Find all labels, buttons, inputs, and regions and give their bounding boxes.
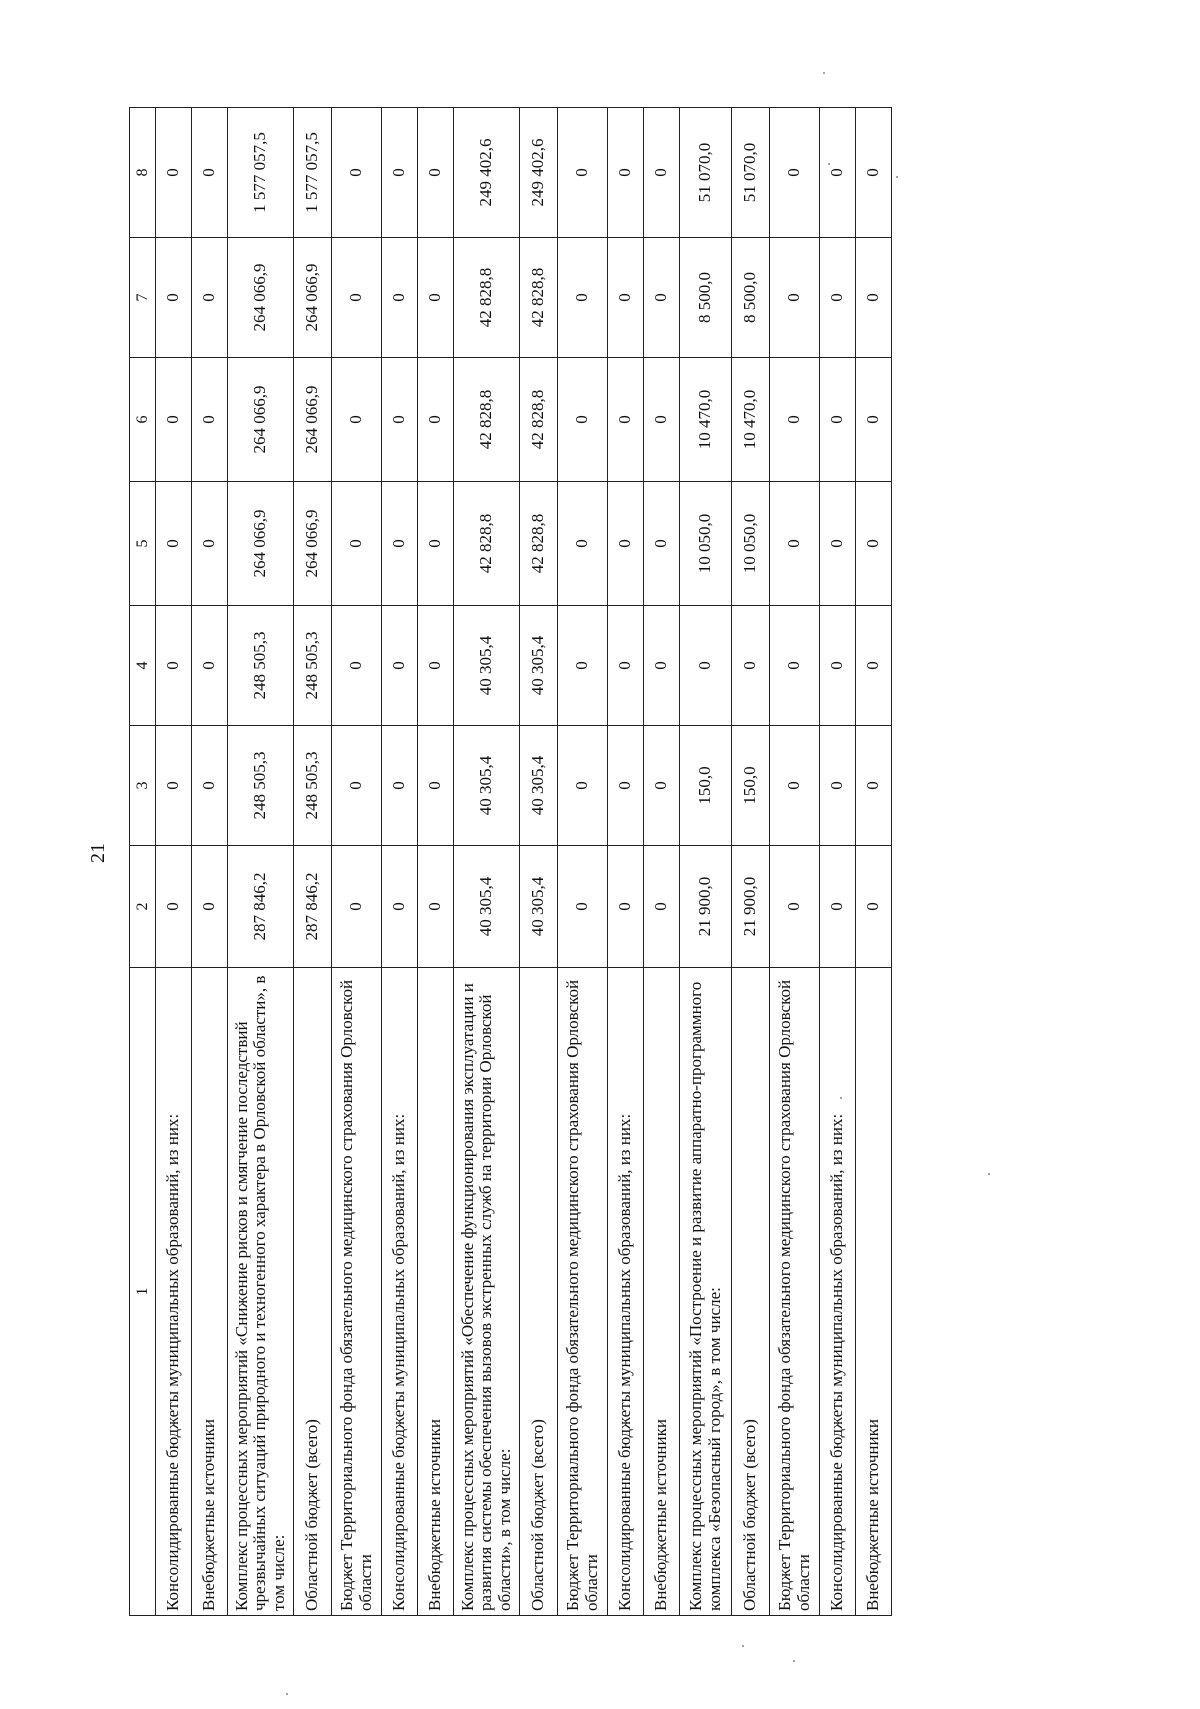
value-cell: 264 066,9 — [228, 238, 294, 358]
value-cell: 0 — [192, 108, 228, 238]
row-label: Комплекс процессных мероприятий «Обеспечение функционирования эксплуатации и развития системы обеспечения вызовов экстренных служб на территории Орловской области», в том числе: — [454, 968, 520, 1616]
scan-speck — [840, 1097, 842, 1099]
value-cell: 0 — [770, 482, 820, 606]
value-cell: 40 305,4 — [454, 606, 520, 726]
value-cell: 287 846,2 — [294, 846, 332, 968]
table-row — [680, 108, 732, 1616]
value-cell: 0 — [558, 482, 608, 606]
value-cell: 10 050,0 — [680, 482, 732, 606]
value-cell: 248 505,3 — [228, 726, 294, 846]
value-cell: 0 — [644, 108, 680, 238]
value-cell: 42 828,8 — [520, 238, 558, 358]
value-cell: 42 828,8 — [454, 358, 520, 482]
row-label: Консолидированные бюджеты муниципальных образований, из них: — [608, 968, 644, 1616]
value-cell: 264 066,9 — [228, 482, 294, 606]
header-cell: 1 — [130, 968, 156, 1616]
value-cell: 0 — [156, 238, 192, 358]
value-cell: 42 828,8 — [520, 482, 558, 606]
scan-speck — [742, 1645, 744, 1647]
row-label: Областной бюджет (всего) — [294, 968, 332, 1616]
value-cell: 0 — [382, 606, 418, 726]
value-cell: 0 — [644, 606, 680, 726]
table-row — [418, 108, 454, 1616]
row-label: Внебюджетные источники — [856, 968, 892, 1616]
value-cell: 1 577 057,5 — [294, 108, 332, 238]
value-cell: 0 — [608, 606, 644, 726]
row-label: Консолидированные бюджеты муниципальных образований, из них: — [820, 968, 856, 1616]
row-label: Комплекс процессных мероприятий «Построение и развитие аппаратно-программного комплекса «Безопасный город», в том числе: — [680, 968, 732, 1616]
row-label: Консолидированные бюджеты муниципальных образований, из них: — [156, 968, 192, 1616]
header-cell: 7 — [130, 238, 156, 358]
row-label: Внебюджетные источники — [644, 968, 680, 1616]
table-row — [644, 108, 680, 1616]
value-cell: 0 — [192, 238, 228, 358]
scan-speck — [988, 1173, 990, 1175]
value-cell: 0 — [382, 238, 418, 358]
value-cell: 0 — [770, 846, 820, 968]
value-cell: 0 — [382, 482, 418, 606]
value-cell: 0 — [418, 482, 454, 606]
value-cell: 0 — [192, 482, 228, 606]
value-cell: 10 470,0 — [732, 358, 770, 482]
value-cell: 0 — [608, 108, 644, 238]
value-cell: 0 — [382, 108, 418, 238]
value-cell: 8 500,0 — [680, 238, 732, 358]
table-body — [130, 108, 892, 1616]
value-cell: 42 828,8 — [520, 358, 558, 482]
row-label: Комплекс процессных мероприятий «Снижение рисков и смягчение последствий чрезвычайных ситуаций природного и техногенного характера в Орловской области», в том числе: — [228, 968, 294, 1616]
value-cell: 0 — [856, 846, 892, 968]
value-cell: 0 — [770, 238, 820, 358]
value-cell: 40 305,4 — [454, 726, 520, 846]
row-label: Бюджет Территориального фонда обязательного медицинского страхования Орловской области — [770, 968, 820, 1616]
value-cell: 0 — [558, 108, 608, 238]
value-cell: 249 402,6 — [454, 108, 520, 238]
value-cell: 0 — [156, 482, 192, 606]
value-cell: 0 — [680, 606, 732, 726]
value-cell: 0 — [820, 726, 856, 846]
value-cell: 0 — [558, 846, 608, 968]
value-cell: 0 — [856, 726, 892, 846]
value-cell: 0 — [856, 238, 892, 358]
value-cell: 0 — [608, 482, 644, 606]
value-cell: 0 — [418, 846, 454, 968]
value-cell: 0 — [820, 846, 856, 968]
rotated-table-container — [129, 108, 883, 1616]
value-cell: 0 — [644, 358, 680, 482]
value-cell: 0 — [770, 358, 820, 482]
table-header-row — [130, 108, 156, 1616]
value-cell: 0 — [156, 108, 192, 238]
scan-speck — [823, 72, 825, 74]
value-cell: 51 070,0 — [680, 108, 732, 238]
row-label: Бюджет Территориального фонда обязательного медицинского страхования Орловской области — [332, 968, 382, 1616]
value-cell: 0 — [332, 108, 382, 238]
value-cell: 21 900,0 — [680, 846, 732, 968]
value-cell: 0 — [856, 482, 892, 606]
table-row — [332, 108, 382, 1616]
value-cell: 42 828,8 — [454, 482, 520, 606]
value-cell: 0 — [820, 108, 856, 238]
value-cell: 0 — [418, 726, 454, 846]
value-cell: 0 — [558, 238, 608, 358]
value-cell: 40 305,4 — [454, 846, 520, 968]
value-cell: 0 — [332, 846, 382, 968]
value-cell: 0 — [856, 358, 892, 482]
value-cell: 0 — [156, 726, 192, 846]
value-cell: 0 — [382, 726, 418, 846]
value-cell: 264 066,9 — [294, 238, 332, 358]
value-cell: 0 — [332, 482, 382, 606]
table-row — [156, 108, 192, 1616]
value-cell: 0 — [608, 238, 644, 358]
value-cell: 0 — [192, 846, 228, 968]
value-cell: 0 — [418, 238, 454, 358]
value-cell: 0 — [418, 358, 454, 482]
scan-speck — [286, 1693, 288, 1695]
value-cell: 264 066,9 — [294, 358, 332, 482]
header-cell: 5 — [130, 482, 156, 606]
table-row — [856, 108, 892, 1616]
table-row — [732, 108, 770, 1616]
value-cell: 0 — [382, 358, 418, 482]
value-cell: 0 — [820, 482, 856, 606]
row-label: Бюджет Территориального фонда обязательного медицинского страхования Орловской области — [558, 968, 608, 1616]
value-cell: 0 — [192, 606, 228, 726]
value-cell: 0 — [558, 726, 608, 846]
value-cell: 0 — [856, 108, 892, 238]
header-cell: 6 — [130, 358, 156, 482]
value-cell: 21 900,0 — [732, 846, 770, 968]
value-cell: 0 — [192, 726, 228, 846]
value-cell: 0 — [418, 108, 454, 238]
value-cell: 0 — [332, 358, 382, 482]
value-cell: 248 505,3 — [294, 606, 332, 726]
value-cell: 0 — [156, 846, 192, 968]
value-cell: 0 — [558, 606, 608, 726]
value-cell: 0 — [608, 846, 644, 968]
table-row — [228, 108, 294, 1616]
value-cell: 8 500,0 — [732, 238, 770, 358]
row-label: Внебюджетные источники — [418, 968, 454, 1616]
table-row — [192, 108, 228, 1616]
scan-speck — [828, 163, 830, 165]
table-row — [608, 108, 644, 1616]
value-cell: 0 — [192, 358, 228, 482]
value-cell: 0 — [156, 606, 192, 726]
value-cell: 0 — [608, 358, 644, 482]
header-cell: 2 — [130, 846, 156, 968]
table-row — [820, 108, 856, 1616]
value-cell: 0 — [156, 358, 192, 482]
value-cell: 40 305,4 — [520, 846, 558, 968]
value-cell: 10 470,0 — [680, 358, 732, 482]
value-cell: 264 066,9 — [228, 358, 294, 482]
value-cell: 0 — [332, 606, 382, 726]
value-cell: 42 828,8 — [454, 238, 520, 358]
table-row — [382, 108, 418, 1616]
table-row — [770, 108, 820, 1616]
value-cell: 0 — [558, 358, 608, 482]
row-label: Внебюджетные источники — [192, 968, 228, 1616]
value-cell: 0 — [644, 238, 680, 358]
value-cell: 0 — [732, 606, 770, 726]
table-row — [520, 108, 558, 1616]
value-cell: 0 — [332, 238, 382, 358]
value-cell: 0 — [770, 726, 820, 846]
scan-speck — [793, 1660, 795, 1662]
value-cell: 0 — [418, 606, 454, 726]
value-cell: 0 — [770, 108, 820, 238]
header-cell: 3 — [130, 726, 156, 846]
row-label: Консолидированные бюджеты муниципальных образований, из них: — [382, 968, 418, 1616]
row-label: Областной бюджет (всего) — [520, 968, 558, 1616]
value-cell: 150,0 — [732, 726, 770, 846]
budget-table — [129, 107, 892, 1616]
value-cell: 0 — [382, 846, 418, 968]
value-cell: 10 050,0 — [732, 482, 770, 606]
value-cell: 40 305,4 — [520, 726, 558, 846]
table-row — [558, 108, 608, 1616]
value-cell: 0 — [644, 482, 680, 606]
value-cell: 0 — [770, 606, 820, 726]
value-cell: 40 305,4 — [520, 606, 558, 726]
value-cell: 0 — [820, 606, 856, 726]
page-number: 21 — [87, 843, 109, 863]
value-cell: 0 — [332, 726, 382, 846]
value-cell: 0 — [608, 726, 644, 846]
value-cell: 0 — [820, 358, 856, 482]
value-cell: 248 505,3 — [294, 726, 332, 846]
table-row — [454, 108, 520, 1616]
value-cell: 0 — [856, 606, 892, 726]
value-cell: 0 — [820, 238, 856, 358]
value-cell: 264 066,9 — [294, 482, 332, 606]
scan-speck — [896, 176, 898, 178]
value-cell: 150,0 — [680, 726, 732, 846]
value-cell: 51 070,0 — [732, 108, 770, 238]
value-cell: 287 846,2 — [228, 846, 294, 968]
value-cell: 248 505,3 — [228, 606, 294, 726]
value-cell: 0 — [644, 726, 680, 846]
value-cell: 1 577 057,5 — [228, 108, 294, 238]
value-cell: 0 — [644, 846, 680, 968]
header-cell: 4 — [130, 606, 156, 726]
value-cell: 249 402,6 — [520, 108, 558, 238]
table-row — [294, 108, 332, 1616]
row-label: Областной бюджет (всего) — [732, 968, 770, 1616]
header-cell: 8 — [130, 108, 156, 238]
